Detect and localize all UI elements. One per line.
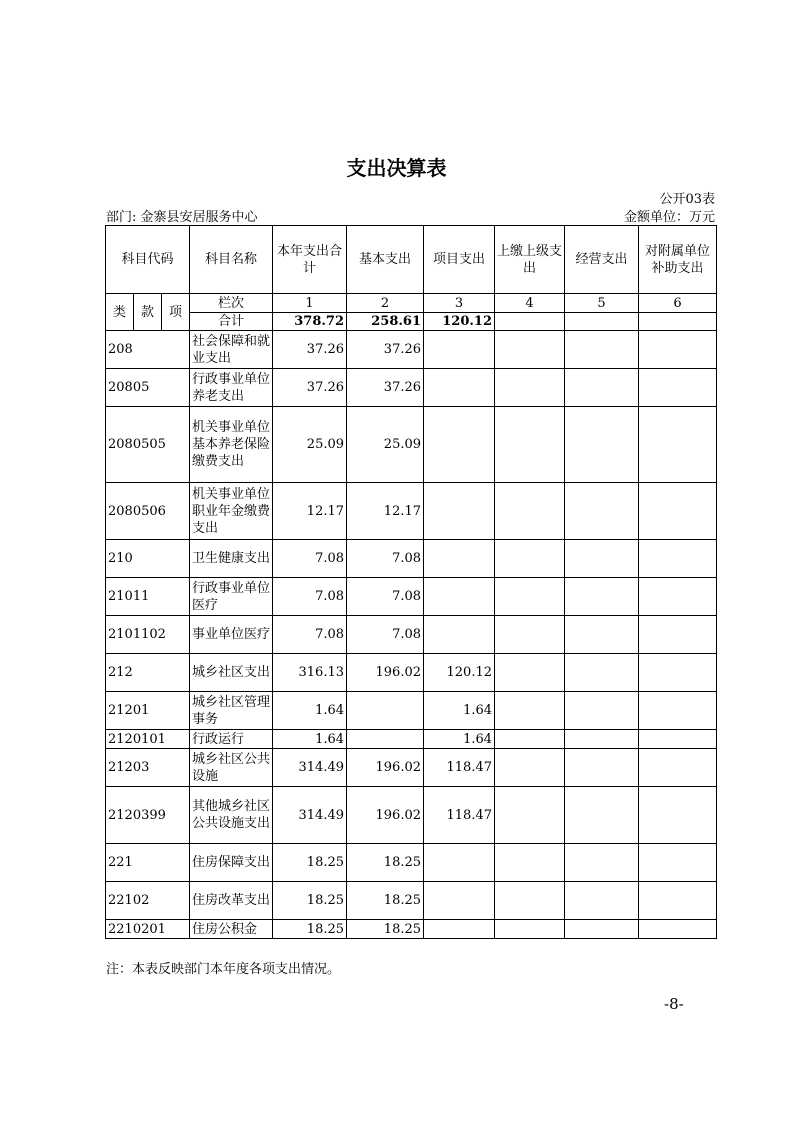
- table-row: [106, 331, 717, 369]
- row-basic: 196.02: [347, 654, 424, 692]
- expenditure-table: [105, 225, 717, 939]
- row-basic: 12.17: [347, 483, 424, 540]
- row-basic: 7.08: [347, 578, 424, 616]
- row-project: [424, 882, 495, 920]
- row-project: 120.12: [424, 654, 495, 692]
- row-total: 18.25: [273, 882, 347, 920]
- col-index: 3: [424, 294, 495, 313]
- header-kuan: 款: [134, 294, 162, 331]
- upper-value: [495, 313, 565, 331]
- row-total: 316.13: [273, 654, 347, 692]
- row-subsidiary: [639, 578, 717, 616]
- row-code: 20805: [106, 369, 190, 407]
- row-subsidiary: [639, 654, 717, 692]
- form-number: 公开03表: [659, 192, 715, 207]
- row-total: 1.64: [273, 730, 347, 749]
- row-basic: [347, 730, 424, 749]
- row-total: 7.08: [273, 616, 347, 654]
- row-name: 卫生健康支出: [190, 540, 273, 578]
- table-row: [106, 407, 717, 483]
- header-lanci: 栏次: [190, 294, 273, 313]
- row-operating: [565, 616, 639, 654]
- row-code: 210: [106, 540, 190, 578]
- row-upper: [495, 369, 565, 407]
- table-row: [106, 540, 717, 578]
- row-upper: [495, 692, 565, 730]
- row-subsidiary: [639, 730, 717, 749]
- row-project: [424, 331, 495, 369]
- page-number: -8-: [664, 995, 684, 1013]
- row-code: 21203: [106, 749, 190, 787]
- table-row: [106, 882, 717, 920]
- col-index: 6: [639, 294, 717, 313]
- row-code: 2080506: [106, 483, 190, 540]
- header-basic: 基本支出: [347, 226, 424, 294]
- table-row: [106, 730, 717, 749]
- header-project: 项目支出: [424, 226, 495, 294]
- row-code: 21201: [106, 692, 190, 730]
- row-total: 18.25: [273, 920, 347, 939]
- row-upper: [495, 483, 565, 540]
- row-operating: [565, 844, 639, 882]
- row-basic: 18.25: [347, 882, 424, 920]
- row-name: 社会保障和就业支出: [190, 331, 273, 369]
- row-name: 其他城乡社区公共设施支出: [190, 787, 273, 844]
- row-name: 行政事业单位医疗: [190, 578, 273, 616]
- row-total: 314.49: [273, 787, 347, 844]
- row-subsidiary: [639, 692, 717, 730]
- table-row: [106, 692, 717, 730]
- row-basic: 196.02: [347, 749, 424, 787]
- row-code: 22102: [106, 882, 190, 920]
- row-subsidiary: [639, 616, 717, 654]
- project-value: 120.12: [424, 313, 495, 331]
- row-upper: [495, 749, 565, 787]
- row-total: 37.26: [273, 331, 347, 369]
- row-basic: 25.09: [347, 407, 424, 483]
- row-code: 208: [106, 331, 190, 369]
- row-subsidiary: [639, 540, 717, 578]
- row-operating: [565, 540, 639, 578]
- row-basic: 18.25: [347, 920, 424, 939]
- row-operating: [565, 407, 639, 483]
- row-project: [424, 844, 495, 882]
- row-operating: [565, 787, 639, 844]
- header-name: 科目名称: [190, 226, 273, 294]
- row-basic: 7.08: [347, 616, 424, 654]
- page-title: 支出决算表: [346, 156, 447, 180]
- col-index: 1: [273, 294, 347, 313]
- row-upper: [495, 882, 565, 920]
- row-code: 212: [106, 654, 190, 692]
- table-row: [106, 844, 717, 882]
- header-upper: 上缴上级支出: [495, 226, 565, 294]
- row-upper: [495, 844, 565, 882]
- row-operating: [565, 882, 639, 920]
- row-code: 2080505: [106, 407, 190, 483]
- row-code: 2120101: [106, 730, 190, 749]
- row-upper: [495, 578, 565, 616]
- row-operating: [565, 331, 639, 369]
- row-name: 住房改革支出: [190, 882, 273, 920]
- header-total: 本年支出合计: [273, 226, 347, 294]
- row-subsidiary: [639, 331, 717, 369]
- row-subsidiary: [639, 787, 717, 844]
- department-label: 部门: 金寨县安居服务中心: [106, 210, 258, 225]
- row-project: 118.47: [424, 787, 495, 844]
- row-subsidiary: [639, 407, 717, 483]
- row-name: 事业单位医疗: [190, 616, 273, 654]
- header-subsidiary: 对附属单位补助支出: [639, 226, 717, 294]
- table-row: [106, 787, 717, 844]
- row-subsidiary: [639, 882, 717, 920]
- table-row: [106, 654, 717, 692]
- row-basic: 7.08: [347, 540, 424, 578]
- table-row: [106, 578, 717, 616]
- row-upper: [495, 331, 565, 369]
- row-code: 221: [106, 844, 190, 882]
- row-total: 12.17: [273, 483, 347, 540]
- row-upper: [495, 540, 565, 578]
- row-operating: [565, 749, 639, 787]
- amount-unit-label: 金额单位：万元: [623, 210, 715, 225]
- row-subsidiary: [639, 749, 717, 787]
- total-value: 378.72: [273, 313, 347, 331]
- row-upper: [495, 730, 565, 749]
- row-basic: 196.02: [347, 787, 424, 844]
- header-operating: 经营支出: [565, 226, 639, 294]
- row-subsidiary: [639, 920, 717, 939]
- row-project: [424, 920, 495, 939]
- row-name: 机关事业单位职业年金缴费支出: [190, 483, 273, 540]
- row-upper: [495, 616, 565, 654]
- row-operating: [565, 483, 639, 540]
- row-total: 314.49: [273, 749, 347, 787]
- row-name: 行政运行: [190, 730, 273, 749]
- row-project: [424, 407, 495, 483]
- col-index: 2: [347, 294, 424, 313]
- row-operating: [565, 578, 639, 616]
- row-code: 2101102: [106, 616, 190, 654]
- row-total: 1.64: [273, 692, 347, 730]
- row-operating: [565, 692, 639, 730]
- table-row: [106, 920, 717, 939]
- row-total: 37.26: [273, 369, 347, 407]
- column-index-row: [106, 294, 717, 313]
- row-name: 住房保障支出: [190, 844, 273, 882]
- row-project: 1.64: [424, 692, 495, 730]
- row-operating: [565, 920, 639, 939]
- row-project: 1.64: [424, 730, 495, 749]
- row-basic: [347, 692, 424, 730]
- row-code: 2120399: [106, 787, 190, 844]
- row-total: 7.08: [273, 578, 347, 616]
- row-basic: 37.26: [347, 369, 424, 407]
- row-total: 7.08: [273, 540, 347, 578]
- row-project: [424, 369, 495, 407]
- totals-row: [106, 313, 717, 331]
- row-name: 机关事业单位基本养老保险缴费支出: [190, 407, 273, 483]
- row-basic: 18.25: [347, 844, 424, 882]
- header-row: [106, 226, 717, 294]
- row-project: [424, 616, 495, 654]
- row-project: [424, 483, 495, 540]
- table-row: [106, 749, 717, 787]
- row-basic: 37.26: [347, 331, 424, 369]
- row-name: 行政事业单位养老支出: [190, 369, 273, 407]
- row-code: 2210201: [106, 920, 190, 939]
- row-operating: [565, 730, 639, 749]
- row-upper: [495, 787, 565, 844]
- row-project: [424, 578, 495, 616]
- row-code: 21011: [106, 578, 190, 616]
- subsidiary-value: [639, 313, 717, 331]
- row-name: 城乡社区管理事务: [190, 692, 273, 730]
- row-upper: [495, 407, 565, 483]
- row-operating: [565, 654, 639, 692]
- table-row: [106, 616, 717, 654]
- row-total: 18.25: [273, 844, 347, 882]
- row-subsidiary: [639, 369, 717, 407]
- row-subsidiary: [639, 483, 717, 540]
- row-upper: [495, 654, 565, 692]
- row-total: 25.09: [273, 407, 347, 483]
- operating-value: [565, 313, 639, 331]
- row-name: 住房公积金: [190, 920, 273, 939]
- basic-value: 258.61: [347, 313, 424, 331]
- col-index: 4: [495, 294, 565, 313]
- row-name: 城乡社区公共设施: [190, 749, 273, 787]
- row-operating: [565, 369, 639, 407]
- table-row: [106, 483, 717, 540]
- header-lei: 类: [106, 294, 134, 331]
- header-code: 科目代码: [106, 226, 190, 294]
- row-subsidiary: [639, 844, 717, 882]
- table-note: 注：本表反映部门本年度各项支出情况。: [106, 962, 341, 977]
- row-project: 118.47: [424, 749, 495, 787]
- table-row: [106, 369, 717, 407]
- totals-label: 合计: [190, 313, 273, 331]
- col-index: 5: [565, 294, 639, 313]
- row-upper: [495, 920, 565, 939]
- row-project: [424, 540, 495, 578]
- header-xiang: 项: [162, 294, 190, 331]
- row-name: 城乡社区支出: [190, 654, 273, 692]
